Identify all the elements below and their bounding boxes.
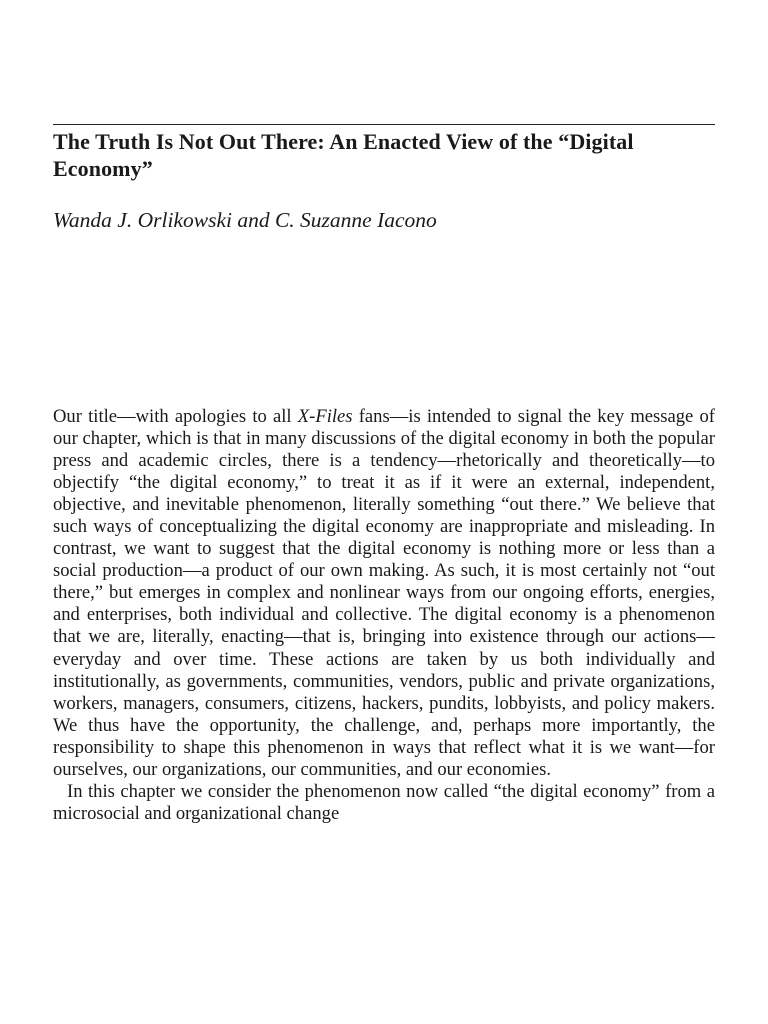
article-authors: Wanda J. Orlikowski and C. Suzanne Iacono [53, 208, 437, 232]
p1-italic-title: X-Files [297, 406, 353, 427]
p1-text-rest: fans—is intended to signal the key message of our chapter, which is that in many discussions of the digital economy in both the popular press and academic circles, there is a tendency—rhetorically and theoretically—to objectify “the digital economy,” to treat it as if it were an external, independent, objective, and inevitable phenomenon, literally something “out there.” We believe that such ways of conceptualizing the digital economy are inappropriate and misleading. In contrast, we want to suggest that the digital economy is nothing more or less than a social production—a product of our own making. As such, it is most certainly not “out there,” but emerges in complex and nonlinear ways from our ongoing efforts, energies, and enterprises, both individual and collective. The digital economy is a phenomenon that we are, literally, enacting—that is, bringing into existence through our actions—everyday and over time. These actions are taken by us both individually and institutionally, as governments, communities, vendors, public and private organizations, workers, managers, consumers, citizens, hackers, pundits, lobbyists, and policy makers. We thus have the opportunity, the challenge, and, perhaps more importantly, the responsibility to shape this phenomenon in ways that reflect what it is we want—for ourselves, our organizations, our communities, and our economies. [53, 406, 715, 780]
body-paragraph-2: In this chapter we consider the phenomenon now called “the digital economy” from a microsocial and organizational change [53, 780, 715, 824]
document-page [53, 0, 715, 1024]
article-title: The Truth Is Not Out There: An Enacted View of the “Digital Economy” [53, 129, 634, 181]
header-rule [53, 124, 715, 125]
p1-text-start: Our title—with apologies to all [53, 406, 298, 427]
body-paragraph-1 [53, 406, 715, 781]
article-body [53, 406, 715, 825]
